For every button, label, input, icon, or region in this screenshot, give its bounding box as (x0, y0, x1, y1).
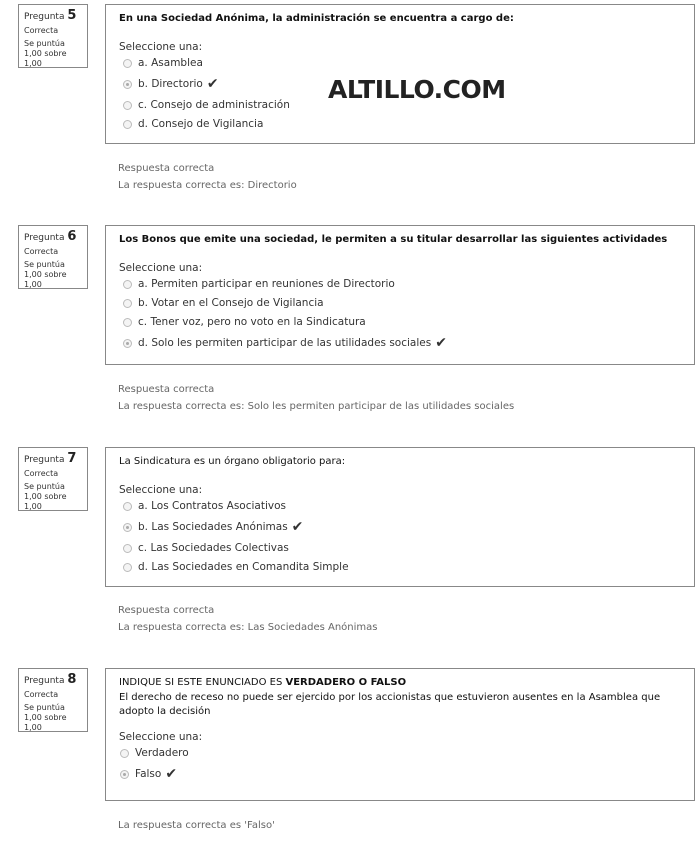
feedback-status: Respuesta correcta (118, 163, 215, 174)
option-d[interactable] (119, 115, 681, 134)
option-c[interactable] (119, 313, 681, 332)
question-content (105, 668, 695, 801)
radio-button-checked[interactable] (123, 80, 132, 89)
feedback-answer: La respuesta correcta es 'Falso' (118, 820, 275, 831)
radio-button[interactable] (123, 544, 132, 553)
question-text: La Sindicatura es un órgano obligatorio para: (119, 456, 346, 467)
option-verdadero[interactable] (119, 744, 681, 763)
question-content (105, 447, 695, 587)
option-label: d. Las Sociedades en Comandita Simple (138, 561, 349, 573)
question-grade: Se puntúa 1,00 sobre 1,00 (24, 39, 67, 68)
option-label: b. Directorio (138, 78, 203, 90)
question-info (18, 447, 88, 511)
select-prompt: Seleccione una: (119, 731, 203, 743)
option-a[interactable] (119, 54, 681, 73)
option-a[interactable] (119, 275, 681, 294)
option-label: d. Consejo de Vigilancia (138, 118, 264, 130)
question-state: Correcta (24, 690, 59, 699)
feedback-status: Respuesta correcta (118, 384, 215, 395)
option-label: c. Tener voz, pero no voto en la Sindicatura (138, 316, 366, 328)
feedback (118, 381, 514, 415)
question-state: Correcta (24, 26, 59, 35)
question-grade: Se puntúa 1,00 sobre 1,00 (24, 703, 67, 732)
radio-button[interactable] (123, 563, 132, 572)
radio-button[interactable] (123, 299, 132, 308)
option-label: Verdadero (135, 747, 189, 759)
radio-button[interactable] (120, 749, 129, 758)
checkmark-icon: ✔ (291, 519, 304, 535)
question-grade: Se puntúa 1,00 sobre 1,00 (24, 482, 67, 511)
option-label: a. Asamblea (138, 57, 203, 69)
feedback-status: Respuesta correcta (118, 605, 215, 616)
option-label: b. Votar en el Consejo de Vigilancia (138, 297, 324, 309)
feedback (118, 160, 297, 194)
feedback-answer: La respuesta correcta es: Solo les permiten participar de las utilidades sociales (118, 401, 515, 412)
question-info (18, 668, 88, 732)
radio-button[interactable] (123, 318, 132, 327)
radio-button-checked[interactable] (120, 770, 129, 779)
question-number: Pregunta 6 (24, 229, 77, 244)
checkmark-icon: ✔ (435, 335, 447, 351)
option-label: c. Las Sociedades Colectivas (138, 542, 289, 554)
select-prompt: Seleccione una: (119, 41, 203, 53)
question-info (18, 225, 88, 289)
question-text: En una Sociedad Anónima, la administración se encuentra a cargo de: (119, 13, 514, 24)
feedback-answer: La respuesta correcta es: Las Sociedades Anónimas (118, 622, 378, 633)
radio-button-checked[interactable] (123, 339, 132, 348)
option-b[interactable] (119, 294, 681, 313)
radio-button[interactable] (123, 502, 132, 511)
option-c[interactable] (119, 539, 681, 558)
option-label: Falso (135, 768, 162, 780)
question-text: Los Bonos que emite una sociedad, le permiten a su titular desarrollar las siguientes actividades (119, 234, 668, 245)
option-b[interactable] (119, 516, 681, 539)
radio-button[interactable] (123, 101, 132, 110)
option-label: d. Solo les permiten participar de las utilidades sociales (138, 337, 432, 349)
option-d[interactable] (119, 558, 681, 577)
option-label: c. Consejo de administración (138, 99, 290, 111)
question-number: Pregunta 8 (24, 672, 77, 687)
radio-button-checked[interactable] (123, 523, 132, 532)
option-label: b. Las Sociedades Anónimas (138, 521, 288, 533)
question-content (105, 225, 695, 365)
checkmark-icon: ✔ (165, 766, 178, 782)
question-text: El derecho de receso no puede ser ejercido por los accionistas que estuvieron ausentes en la Asamblea que adopto la decisión (119, 692, 661, 717)
option-label: a. Permiten participar en reuniones de Directorio (138, 278, 395, 290)
question-info (18, 4, 88, 68)
option-a[interactable] (119, 497, 681, 516)
feedback-answer: La respuesta correcta es: Directorio (118, 180, 297, 191)
watermark-logo: ALTILLO.COM (328, 75, 506, 104)
checkmark-icon: ✔ (206, 76, 219, 92)
select-prompt: Seleccione una: (119, 484, 203, 496)
question-content (105, 4, 695, 144)
select-prompt: Seleccione una: (119, 262, 203, 274)
feedback (118, 602, 377, 636)
question-number: Pregunta 5 (24, 8, 77, 23)
option-label: a. Los Contratos Asociativos (138, 500, 286, 512)
feedback (118, 817, 275, 834)
option-falso[interactable] (119, 763, 681, 786)
question-state: Correcta (24, 247, 59, 256)
question-number: Pregunta 7 (24, 451, 77, 466)
question-grade: Se puntúa 1,00 sobre 1,00 (24, 260, 67, 289)
question-state: Correcta (24, 469, 59, 478)
radio-button[interactable] (123, 120, 132, 129)
question-heading: INDIQUE SI ESTE ENUNCIADO ES VERDADERO O FALSO (119, 677, 407, 688)
option-d[interactable] (119, 332, 681, 355)
radio-button[interactable] (123, 59, 132, 68)
radio-button[interactable] (123, 280, 132, 289)
